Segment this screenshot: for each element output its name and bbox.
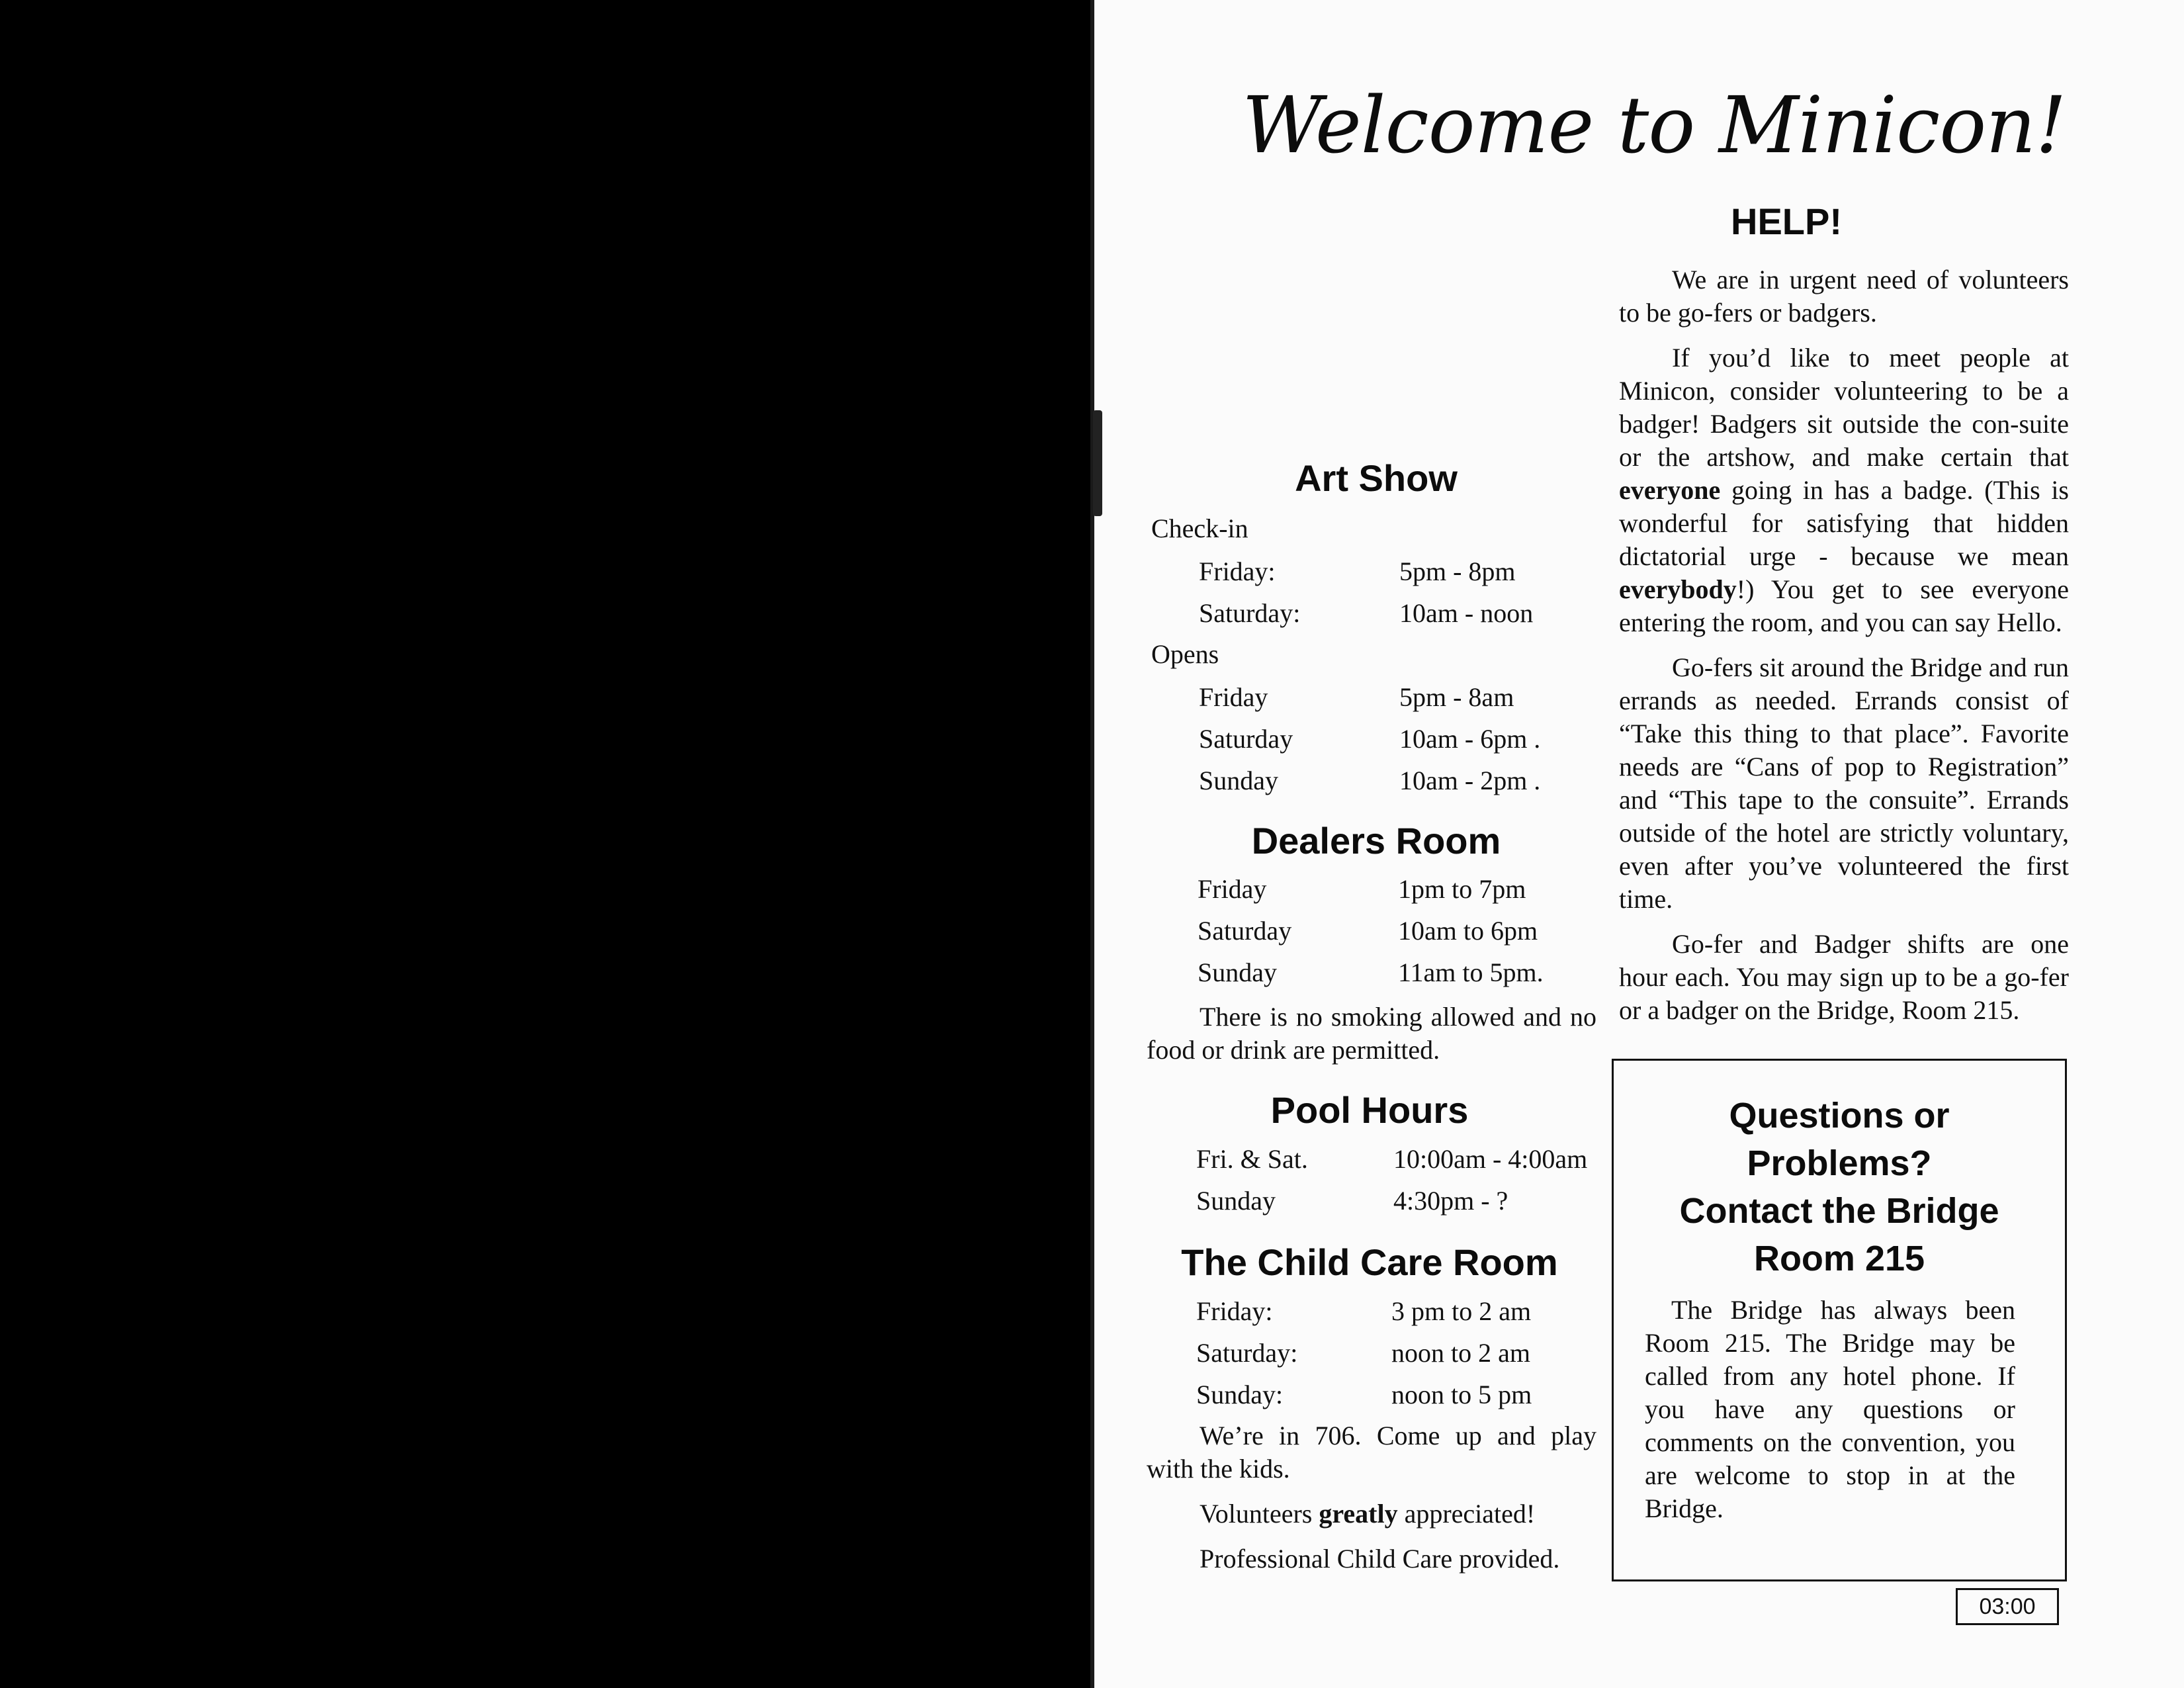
scan-background xyxy=(0,0,1090,1688)
art-show-checkin-day: Saturday: xyxy=(1199,598,1301,628)
dealers-time: 10am to 6pm xyxy=(1398,916,1538,946)
dealers-day: Friday xyxy=(1198,874,1267,904)
pool-day: Sunday xyxy=(1196,1186,1276,1216)
art-show-checkin-day: Friday: xyxy=(1199,556,1276,586)
pool-day: Fri. & Sat. xyxy=(1196,1144,1308,1174)
pool-hours-heading: Pool Hours xyxy=(1270,1089,1469,1131)
page-title: Welcome to Minicon! xyxy=(1242,79,2066,171)
bridge-box-body: The Bridge has always been Room 215. The Bridge may be called from any hotel phone. If you have any questions or comments on the convention, you are welcome to stop in at the Bridge. xyxy=(1645,1295,2015,1523)
help-paragraph-1: We are in urgent need of volunteers to be go-fers or badgers. xyxy=(1619,265,2069,328)
dealers-room-heading: Dealers Room xyxy=(1251,820,1501,862)
child-care-time: noon to 2 am xyxy=(1391,1338,1530,1368)
help-body xyxy=(1619,263,2069,1039)
child-care-note-2: Volunteers greatly appreciated! xyxy=(1200,1499,1536,1529)
dealers-note: There is no smoking allowed and no food or drink are permitted. xyxy=(1147,1002,1596,1065)
child-care-time: noon to 5 pm xyxy=(1391,1380,1532,1409)
art-show-heading: Art Show xyxy=(1295,457,1458,499)
child-care-time: 3 pm to 2 am xyxy=(1391,1296,1532,1326)
art-show-opens-day: Sunday xyxy=(1199,766,1278,795)
child-care-day: Saturday: xyxy=(1196,1338,1298,1368)
art-show-checkin-time: 5pm - 8pm xyxy=(1399,556,1516,586)
dealers-day: Sunday xyxy=(1198,957,1277,987)
help-paragraph-2: If you’d like to meet people at Minicon, consider volunteering to be a badger! Badgers sit outside the con-suite or the artshow, and make certain that everyone going in has a badge. (This is wonderful for satisfying that hidden dictatorial urge - because we mean everybody!) You get to see everyone entering the room, and you can say Hello. xyxy=(1619,343,2069,637)
art-show-opens-label: Opens xyxy=(1151,639,1219,669)
help-paragraph-3: Go-fers sit around the Bridge and run errands as needed. Errands consist of “Take this thing to that place”. Favorite needs are “Cans of pop to Registration” and “This tape to the consuite”. Errands outside of the hotel are strictly voluntary, even after you’ve volunteered the first time. xyxy=(1619,652,2069,914)
art-show-opens-time: 10am - 6pm . xyxy=(1399,724,1541,754)
art-show-checkin-label: Check-in xyxy=(1151,513,1248,543)
child-care-day: Sunday: xyxy=(1196,1380,1284,1409)
art-show-checkin-time: 10am - noon xyxy=(1399,598,1534,628)
dealers-time: 11am to 5pm. xyxy=(1398,957,1544,987)
staple-mark xyxy=(1093,410,1102,516)
child-care-day: Friday: xyxy=(1196,1296,1273,1326)
art-show-opens-day: Friday xyxy=(1199,682,1268,712)
page-number: 03:00 xyxy=(1956,1588,2059,1625)
help-heading: HELP! xyxy=(1731,200,1842,242)
pool-time: 10:00am - 4:00am xyxy=(1393,1144,1588,1174)
art-show-opens-day: Saturday xyxy=(1199,724,1293,754)
art-show-opens-time: 5pm - 8am xyxy=(1399,682,1514,712)
dealers-time: 1pm to 7pm xyxy=(1398,874,1526,904)
child-care-note-1: We’re in 706. Come up and play with the kids. xyxy=(1147,1421,1596,1484)
pool-time: 4:30pm - ? xyxy=(1393,1186,1508,1216)
dealers-day: Saturday xyxy=(1198,916,1292,946)
child-care-notes xyxy=(1147,1419,1596,1587)
child-care-note-3: Professional Child Care provided. xyxy=(1200,1544,1560,1574)
child-care-heading: The Child Care Room xyxy=(1181,1241,1558,1283)
help-paragraph-4: Go-fer and Badger shifts are one hour each. You may sign up to be a go-fer or a badger on the Bridge, Room 215. xyxy=(1619,929,2069,1025)
art-show-opens-time: 10am - 2pm . xyxy=(1399,766,1541,795)
bridge-box-heading: Questions or Problems? Contact the Bridge Room 215 xyxy=(1679,1096,1999,1278)
